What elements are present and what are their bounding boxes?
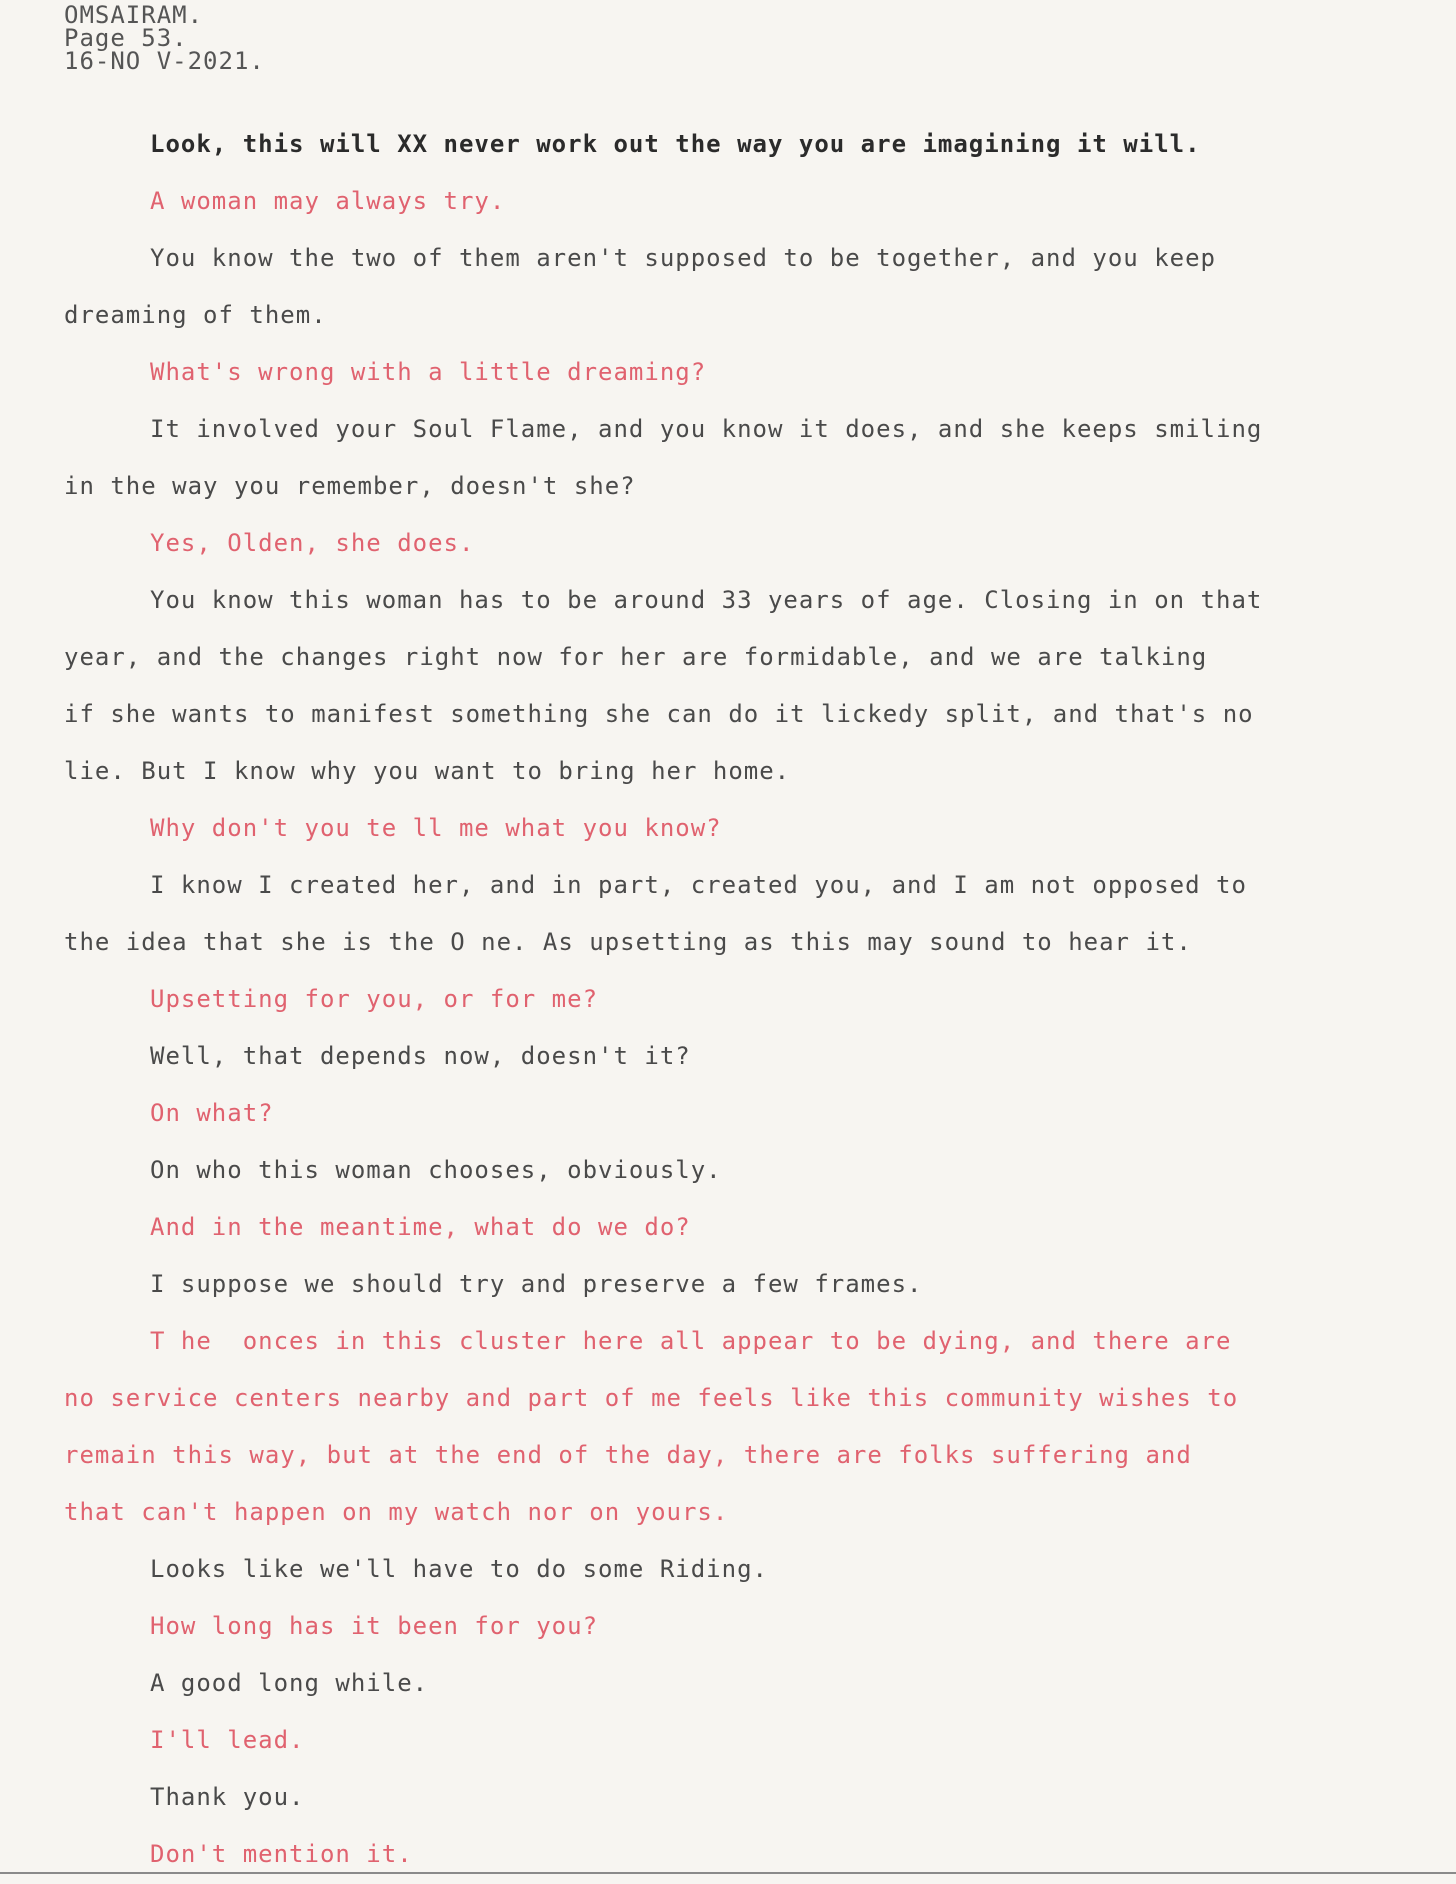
page-body: [64, 116, 1394, 1883]
text-line: You know the two of them aren't supposed to be together, and you keep: [150, 244, 1216, 272]
text-line: lie. But I know why you want to bring her home.: [64, 757, 791, 785]
text-line: no service centers nearby and part of me feels like this community wishes to: [64, 1384, 1239, 1412]
text-line: What's wrong with a little dreaming?: [150, 358, 707, 386]
bottom-rule: [0, 1872, 1456, 1874]
header-page-number: Page 53.: [64, 24, 188, 52]
header-date: 16-NO V-2021.: [64, 47, 265, 75]
text-line: It involved your Soul Flame, and you know it does, and she keeps smiling: [150, 415, 1263, 443]
text-line: dreaming of them.: [64, 301, 327, 329]
text-line: Well, that depends now, doesn't it?: [150, 1042, 691, 1070]
text-line: I'll lead.: [150, 1726, 305, 1754]
text-line: Look, this will XX never work out the way you are imagining it will.: [150, 130, 1201, 158]
text-line: Yes, Olden, she does.: [150, 529, 475, 557]
text-line: You know this woman has to be around 33 years of age. Closing in on that: [150, 586, 1263, 614]
text-line: if she wants to manifest something she can do it lickedy split, and that's no: [64, 700, 1254, 728]
text-line: Looks like we'll have to do some Riding.: [150, 1555, 768, 1583]
text-line: A woman may always try.: [150, 187, 506, 215]
text-line: Upsetting for you, or for me?: [150, 985, 599, 1013]
text-line: A good long while.: [150, 1669, 429, 1697]
text-line: the idea that she is the O ne. As upsetting as this may sound to hear it.: [64, 928, 1192, 956]
text-line: that can't happen on my watch nor on yours.: [64, 1498, 729, 1526]
text-line: I suppose we should try and preserve a few frames.: [150, 1270, 923, 1298]
text-line: remain this way, but at the end of the day, there are folks suffering and: [64, 1441, 1192, 1469]
text-line: T he onces in this cluster here all appear to be dying, and there are: [150, 1327, 1232, 1355]
text-line: I know I created her, and in part, created you, and I am not opposed to: [150, 871, 1247, 899]
text-line: Why don't you te ll me what you know?: [150, 814, 722, 842]
text-line: On who this woman chooses, obviously.: [150, 1156, 722, 1184]
text-line: year, and the changes right now for her are formidable, and we are talking: [64, 643, 1208, 671]
text-line: How long has it been for you?: [150, 1612, 599, 1640]
text-line: Thank you.: [150, 1783, 305, 1811]
text-line: On what?: [150, 1099, 274, 1127]
page-header: [64, 1, 265, 75]
header-title: OMSAIRAM.: [64, 1, 204, 29]
text-line: Don't mention it.: [150, 1840, 413, 1868]
text-line: And in the meantime, what do we do?: [150, 1213, 691, 1241]
text-line: in the way you remember, doesn't she?: [64, 472, 636, 500]
